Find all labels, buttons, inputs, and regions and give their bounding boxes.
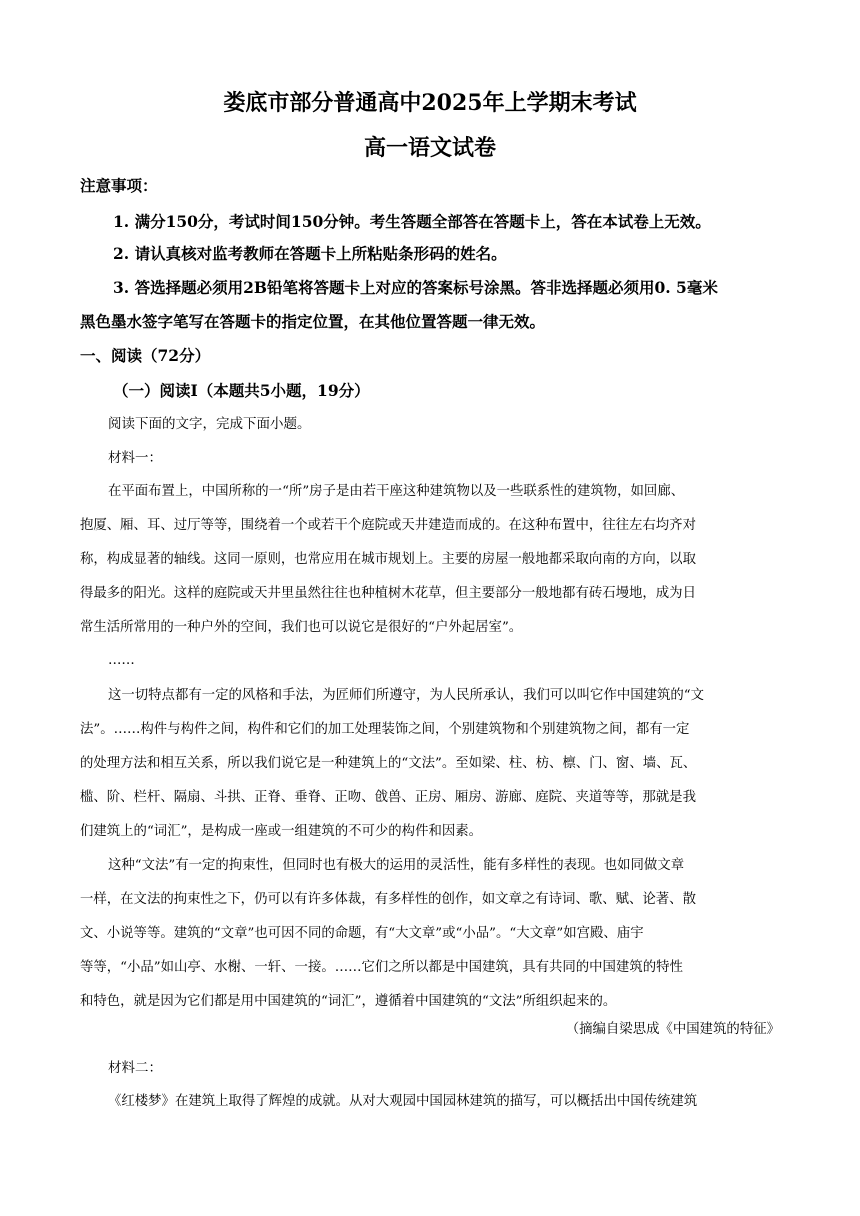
exam-subtitle: 高一语文试卷 (363, 135, 496, 161)
ellipsis-line: …… (108, 653, 135, 668)
notice-item: 黑色墨水签字笔写在答题卡的指定位置，在其他位置答题一律无效。 (80, 312, 546, 331)
paragraph-line: 称，构成显著的轴线。这同一原则，也常应用在城市规划上。主要的房屋一般地都采取向南的方向，以取 (80, 552, 696, 567)
notice-item: 2. 请认真核对监考教师在答题卡上所粘贴条形码的姓名。 (113, 244, 507, 263)
paragraph-line: 们建筑上的“词汇”，是构成一座或一组建筑的不可少的构件和因素。 (80, 824, 483, 839)
paragraph-line: 这一切特点都有一定的风格和手法，为匠师们所遵守，为人民所承认，我们可以叫它作中国建筑的“文 (108, 688, 705, 703)
paragraph-line: 常生活所常用的一种户外的空间，我们也可以说它是很好的“户外起居室”。 (80, 620, 523, 635)
section-subheading: （一）阅读Ⅰ（本题共5小题，19分） (113, 381, 370, 400)
section-heading: 一、阅读（72分） (80, 346, 211, 365)
notice-item: 1. 满分150分，考试时间150分钟。考生答题全部答在答题卡上，答在本试卷上无效。 (113, 212, 711, 231)
exam-title: 娄底市部分普通高中2025年上学期末考试 (223, 90, 637, 116)
paragraph-line: 《红楼梦》在建筑上取得了辉煌的成就。从对大观园中国园林建筑的描写，可以概括出中国传统建筑 (108, 1094, 698, 1109)
material-label: 材料一： (108, 450, 162, 466)
paragraph-line: 文、小说等等。建筑的“文章”也可因不同的命题，有“大文章”或“小品”。“大文章”如宫殿、庙宇 (80, 926, 644, 941)
paragraph-line: 一样，在文法的拘束性之下，仍可以有许多体裁，有多样性的创作，如文章之有诗词、歌、赋、论著、散 (80, 892, 696, 907)
source-citation: （摘编自梁思成《中国建筑的特征》 (565, 1022, 780, 1037)
notice-item: 3. 答选择题必须用2B铅笔将答题卡上对应的答案标号涂黑。答非选择题必须用0. 5毫米 (113, 278, 718, 297)
section-instruction: 阅读下面的文字，完成下面小题。 (108, 416, 311, 432)
paragraph-line: 的处理方法和相互关系，所以我们说它是一种建筑上的“文法”。至如梁、柱、枋、檩、门、窗、墙、瓦、 (80, 756, 697, 771)
paragraph-line: 和特色，就是因为它们都是用中国建筑的“词汇”，遵循着中国建筑的“文法”所组织起来的。 (80, 994, 617, 1009)
material-label: 材料二： (108, 1060, 162, 1076)
paragraph-line: 槛、阶、栏杆、隔扇、斗拱、正脊、垂脊、正吻、戗兽、正房、厢房、游廊、庭院、夹道等等，那就是我 (80, 790, 696, 805)
notice-heading: 注意事项： (80, 176, 158, 195)
paragraph-line: 在平面布置上，中国所称的一“所”房子是由若干座这种建筑物以及一些联系性的建筑物，如回廊、 (108, 484, 685, 499)
paragraph-line: 这种“文法”有一定的拘束性，但同时也有极大的运用的灵活性，能有多样性的表现。也如同做文章 (108, 858, 685, 873)
paragraph-line: 得最多的阳光。这样的庭院或天井里虽然往往也种植树木花草，但主要部分一般地都有砖石墁地，成为日 (80, 586, 696, 601)
paragraph-line: 法”。……构件与构件之间，构件和它们的加工处理装饰之间，个别建筑物和个别建筑物之间，都有一定 (80, 722, 690, 737)
paragraph-line: 等等，“小品”如山亭、水榭、一轩、一接。……它们之所以都是中国建筑，具有共同的中国建筑的特性 (80, 960, 683, 975)
paragraph-line: 抱厦、厢、耳、过厅等等，围绕着一个或若干个庭院或天井建造而成的。在这种布置中，往往左右均齐对 (80, 518, 696, 533)
